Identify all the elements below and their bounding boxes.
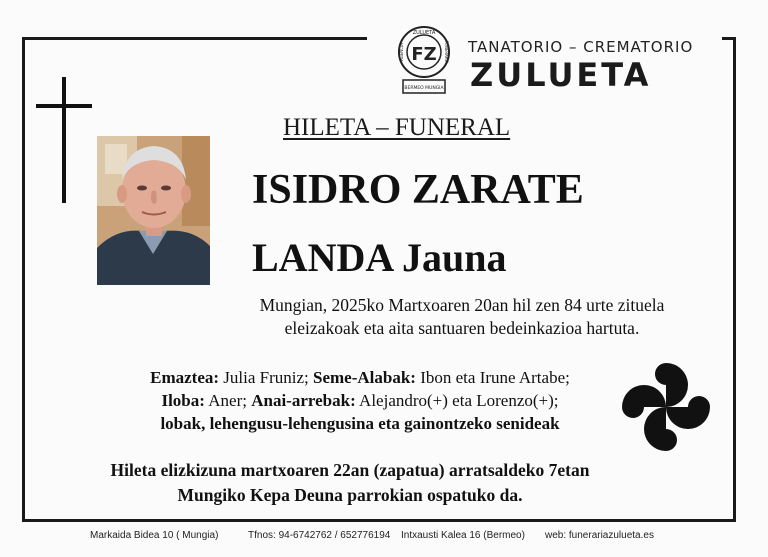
frame-right-cap-line	[722, 37, 736, 40]
family-line-2	[90, 389, 630, 412]
footer-website-link[interactable]: web: funerariazulueta.es	[545, 530, 654, 541]
seal-ring-top-text: ZULUETA	[412, 30, 436, 36]
seal-left-text: AGENCIA	[399, 43, 404, 61]
family-list	[90, 366, 630, 435]
ceremony-line2: Mungiko Kepa Deuna parrokian ospatuko da.	[177, 485, 523, 505]
deceased-portrait-photo	[97, 136, 210, 285]
grandchild-label: Iloba:	[161, 391, 205, 410]
brand-tagline: TANATORIO – CREMATORIO	[468, 38, 694, 56]
seal-right-text: FUNERARIA	[444, 40, 449, 64]
siblings-label: Anai-arrebak:	[251, 391, 356, 410]
frame-bottom-line	[22, 519, 736, 522]
frame-left-line	[22, 37, 25, 522]
footer-address-bermeo: Intxausti Kalea 16 (Bermeo)	[401, 530, 525, 541]
death-notice-text	[222, 294, 702, 340]
funeral-home-seal-logo	[395, 25, 453, 95]
brand-name: ZULUETA	[470, 56, 652, 94]
ceremony-details	[60, 458, 640, 508]
spouse-label: Emaztea:	[150, 368, 220, 387]
deceased-name-line1: ISIDRO ZARATE	[252, 167, 584, 213]
grandchild-value: Aner;	[204, 391, 252, 410]
footer-address-mungia: Markaida Bidea 10 ( Mungia)	[90, 530, 219, 541]
death-notice-line1: Mungian, 2025ko Martxoaren 20an hil zen 84 urte zituela	[259, 295, 665, 315]
children-label: Seme-Alabak:	[313, 368, 416, 387]
lauburu-icon	[622, 363, 710, 451]
ceremony-line1: Hileta elizkizuna martxoaren 22an (zapatua) arratsaldeko 7etan	[110, 460, 590, 480]
deceased-name-line2: LANDA Jauna	[252, 235, 507, 280]
family-line-1	[90, 366, 630, 389]
footer-phones: Tfnos: 94-6742762 / 652776194	[248, 530, 391, 541]
svg-text:FZ: FZ	[411, 44, 437, 65]
siblings-value: Alejandro(+) eta Lorenzo(+);	[355, 391, 559, 410]
latin-cross-icon	[36, 77, 92, 203]
children-value: Ibon eta Irune Artabe;	[415, 368, 570, 387]
family-closing: lobak, lehengusu-lehengusina eta gainontzeko senideak	[160, 414, 560, 433]
spouse-value: Julia Fruniz;	[219, 368, 314, 387]
notice-heading: HILETA – FUNERAL	[283, 114, 511, 141]
frame-right-line	[733, 40, 736, 522]
frame-top-line	[22, 37, 367, 40]
family-line-3	[90, 412, 630, 435]
seal-ring-bottom-text: BERMEO MUNGIA	[404, 86, 444, 91]
death-notice-line2: eleizakoak eta aita santuaren bedeinkazioa hartuta.	[284, 318, 640, 338]
